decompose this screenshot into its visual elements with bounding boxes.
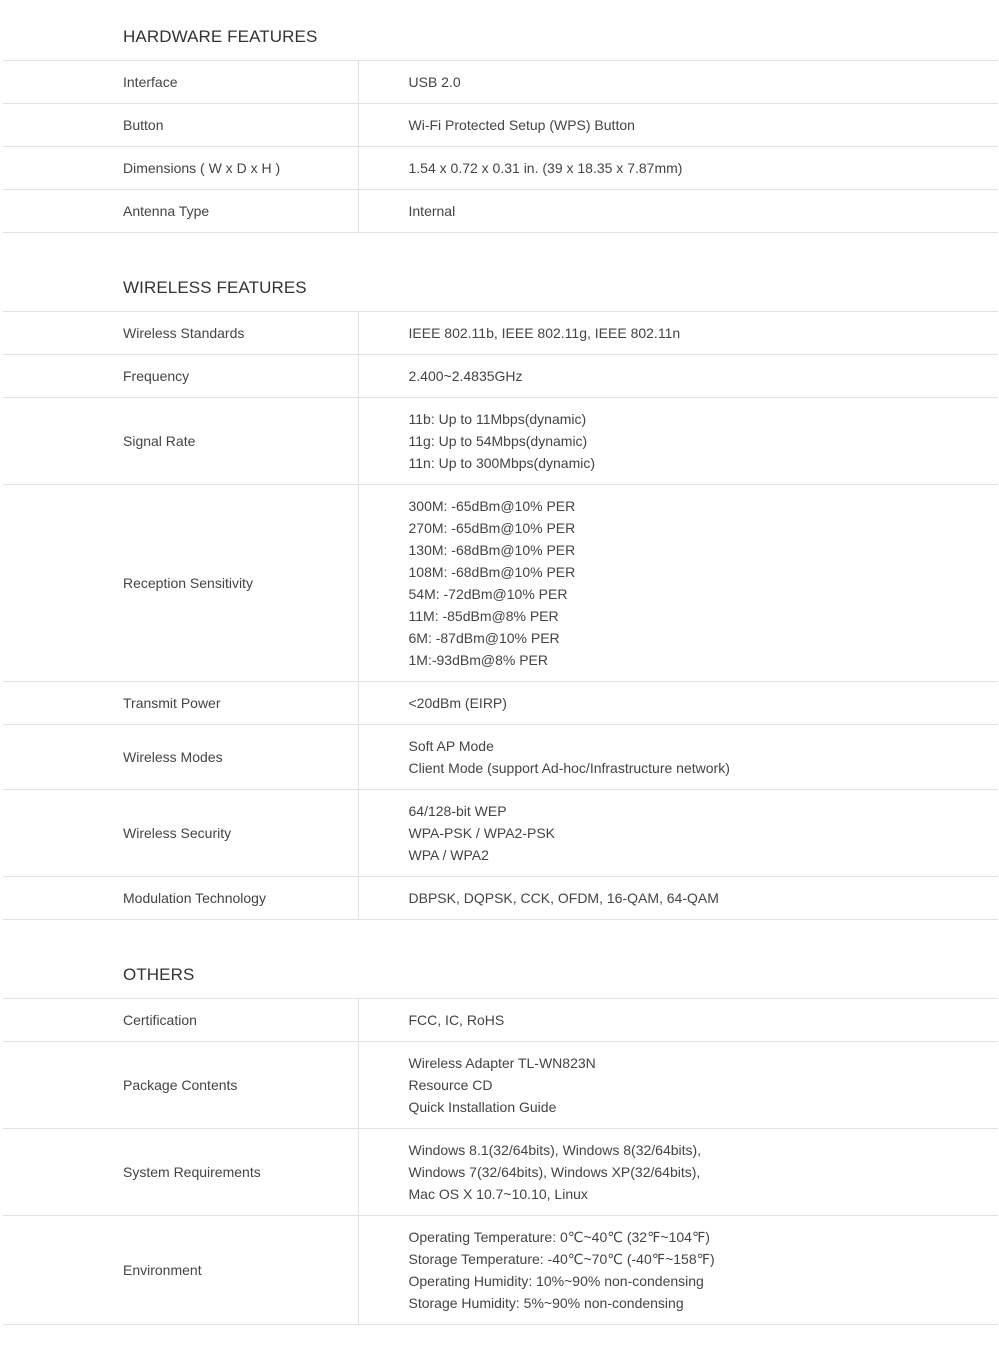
spec-value-line: 300M: -65dBm@10% PER xyxy=(408,498,576,514)
spec-row-package-contents xyxy=(3,1042,998,1129)
spec-value-line: 108M: -68dBm@10% PER xyxy=(408,564,576,580)
spec-value xyxy=(358,1216,998,1325)
spec-value-line: 54M: -72dBm@10% PER xyxy=(408,586,568,602)
section-title: OTHERS xyxy=(123,965,195,984)
spec-value xyxy=(358,312,998,355)
spec-value-line: Internal xyxy=(408,203,456,219)
spec-row-signal-rate xyxy=(3,398,998,485)
spec-row-antenna-type xyxy=(3,190,998,233)
spec-label: Button xyxy=(3,104,358,147)
spec-value xyxy=(358,104,998,147)
spec-value-line: Storage Humidity: 5%~90% non-condensing xyxy=(408,1295,684,1311)
spec-label: Antenna Type xyxy=(3,190,358,233)
spec-value-line: 2.400~2.4835GHz xyxy=(408,368,523,384)
spec-value xyxy=(358,1042,998,1129)
spec-row-wireless-security xyxy=(3,790,998,877)
spec-value-line: DBPSK, DQPSK, CCK, OFDM, 16-QAM, 64-QAM xyxy=(408,890,719,906)
section-title: HARDWARE FEATURES xyxy=(123,27,318,46)
spec-value-line: 11b: Up to 11Mbps(dynamic) xyxy=(408,411,587,427)
spec-row-transmit-power xyxy=(3,682,998,725)
spec-value-line: Operating Humidity: 10%~90% non-condensing xyxy=(408,1273,704,1289)
spec-value-line: Soft AP Mode xyxy=(408,738,494,754)
spec-row-frequency xyxy=(3,355,998,398)
spec-value-line: 1.54 x 0.72 x 0.31 in. (39 x 18.35 x 7.87mm) xyxy=(408,160,683,176)
spec-value xyxy=(358,190,998,233)
spec-label: Signal Rate xyxy=(3,398,358,485)
spec-label: Reception Sensitivity xyxy=(3,485,358,682)
spec-value xyxy=(358,877,998,920)
spec-value-line: 11g: Up to 54Mbps(dynamic) xyxy=(408,433,588,449)
spec-label: Interface xyxy=(3,61,358,104)
spec-value-line: Client Mode (support Ad-hoc/Infrastructure network) xyxy=(408,760,730,776)
spec-value xyxy=(358,398,998,485)
spec-value-line: Windows 8.1(32/64bits), Windows 8(32/64bits), xyxy=(408,1142,702,1158)
spec-value-line: Wi-Fi Protected Setup (WPS) Button xyxy=(408,117,635,133)
spec-value-line: 11M: -85dBm@8% PER xyxy=(408,608,559,624)
spec-value-line: Mac OS X 10.7~10.10, Linux xyxy=(408,1186,588,1202)
spec-row-modulation-technology xyxy=(3,877,998,920)
spec-value xyxy=(358,725,998,790)
spec-row-environment xyxy=(3,1216,998,1325)
spec-value xyxy=(358,790,998,877)
spec-value-line: Resource CD xyxy=(408,1077,493,1093)
spec-label: Wireless Security xyxy=(3,790,358,877)
spec-row-dimensions xyxy=(3,147,998,190)
spec-value-line: FCC, IC, RoHS xyxy=(408,1012,505,1028)
spec-label: Certification xyxy=(3,999,358,1042)
spec-table xyxy=(3,998,998,1325)
spec-value-line: Windows 7(32/64bits), Windows XP(32/64bits), xyxy=(408,1164,701,1180)
spec-row-reception-sensitivity xyxy=(3,485,998,682)
section-wireless-features xyxy=(0,277,999,920)
spec-value xyxy=(358,61,998,104)
spec-value-line: WPA / WPA2 xyxy=(408,847,489,863)
spec-value-line: 6M: -87dBm@10% PER xyxy=(408,630,560,646)
spec-value xyxy=(358,147,998,190)
spec-value-line: 130M: -68dBm@10% PER xyxy=(408,542,576,558)
spec-table xyxy=(3,311,998,920)
spec-label: Dimensions ( W x D x H ) xyxy=(3,147,358,190)
spec-value xyxy=(358,1129,998,1216)
spec-value-line: 1M:-93dBm@8% PER xyxy=(408,652,548,668)
spec-row-system-requirements xyxy=(3,1129,998,1216)
section-title: WIRELESS FEATURES xyxy=(123,278,307,297)
spec-value xyxy=(358,999,998,1042)
spec-value-line: 64/128-bit WEP xyxy=(408,803,507,819)
spec-value-line: Wireless Adapter TL-WN823N xyxy=(408,1055,596,1071)
spec-label: Transmit Power xyxy=(3,682,358,725)
spec-value-line: Storage Temperature: -40℃~70℃ (-40℉~158℉) xyxy=(408,1251,715,1267)
spec-value-line: Operating Temperature: 0℃~40℃ (32℉~104℉) xyxy=(408,1229,710,1245)
spec-row-wireless-modes xyxy=(3,725,998,790)
spec-label: System Requirements xyxy=(3,1129,358,1216)
spec-value xyxy=(358,682,998,725)
spec-value-line: <20dBm (EIRP) xyxy=(408,695,507,711)
spec-label: Modulation Technology xyxy=(3,877,358,920)
spec-value xyxy=(358,355,998,398)
spec-label: Environment xyxy=(3,1216,358,1325)
spec-value-line: 11n: Up to 300Mbps(dynamic) xyxy=(408,455,595,471)
spec-row-button xyxy=(3,104,998,147)
section-hardware-features xyxy=(0,26,999,233)
section-others xyxy=(0,964,999,1325)
spec-value-line: IEEE 802.11b, IEEE 802.11g, IEEE 802.11n xyxy=(408,325,681,341)
spec-value xyxy=(358,485,998,682)
spec-row-interface xyxy=(3,61,998,104)
spec-label: Wireless Standards xyxy=(3,312,358,355)
spec-value-line: 270M: -65dBm@10% PER xyxy=(408,520,576,536)
spec-value-line: WPA-PSK / WPA2-PSK xyxy=(408,825,556,841)
spec-value-line: USB 2.0 xyxy=(408,74,461,90)
spec-value-line: Quick Installation Guide xyxy=(408,1099,557,1115)
spec-label: Package Contents xyxy=(3,1042,358,1129)
spec-label: Frequency xyxy=(3,355,358,398)
spec-table xyxy=(3,60,998,233)
spec-label: Wireless Modes xyxy=(3,725,358,790)
spec-row-certification xyxy=(3,999,998,1042)
spec-row-wireless-standards xyxy=(3,312,998,355)
